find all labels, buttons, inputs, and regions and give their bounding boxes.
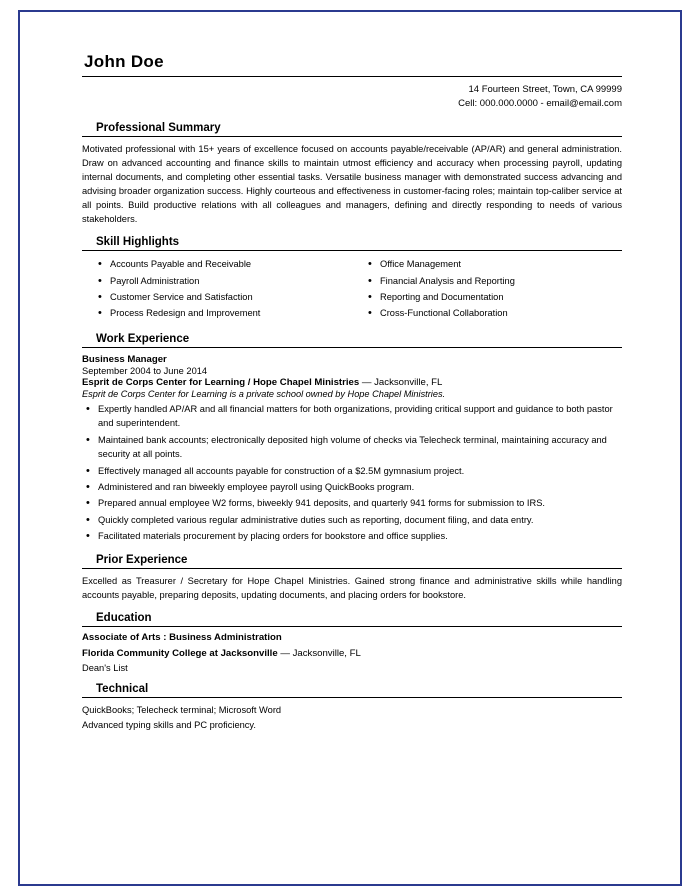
header-divider	[82, 76, 622, 77]
list-item: • Office Management	[352, 257, 622, 271]
header-block	[82, 52, 622, 112]
education-honors: Dean's List	[82, 662, 128, 673]
section-title-prior: Prior Experience	[96, 553, 188, 566]
technical-line-1: QuickBooks; Telecheck terminal; Microsoft Word	[82, 704, 282, 715]
list-item: • Financial Analysis and Reporting	[352, 274, 622, 288]
section-title-summary: Professional Summary	[96, 121, 221, 134]
contact-block	[82, 83, 622, 112]
list-item: • Effectively managed all accounts payable for construction of a $2.5M gymnasium project.	[82, 464, 622, 478]
list-item: • Maintained bank accounts; electronically deposited high volume of checks via Telecheck terminal, maintaining accuracy and security at all points.	[82, 433, 622, 462]
list-item: • Cross-Functional Collaboration	[352, 306, 622, 320]
list-item: • Customer Service and Satisfaction	[82, 290, 352, 304]
job-bullets-list	[82, 402, 622, 544]
job-note: Esprit de Corps Center for Learning is a private school owned by Hope Chapel Ministries.	[82, 388, 446, 399]
education-degree: Associate of Arts : Business Administration	[82, 631, 282, 643]
skills-column-right	[352, 257, 622, 323]
section-work-experience	[82, 333, 622, 544]
section-technical	[82, 683, 622, 733]
list-item: • Payroll Administration	[82, 274, 352, 288]
list-item: • Expertly handled AP/AR and all financial matters for both organizations, providing critical support and guidance to both pastor and superintendent.	[82, 402, 622, 431]
section-professional-summary	[82, 122, 622, 227]
education-school-location: — Jacksonville, FL	[280, 647, 361, 659]
skills-column-left	[82, 257, 352, 323]
resume-content	[82, 52, 622, 733]
job-dates: September 2004 to June 2014	[82, 365, 208, 376]
job-organization	[82, 376, 622, 388]
list-item: • Facilitated materials procurement by placing orders for bookstore and office supplies.	[82, 529, 622, 543]
list-item: • Accounts Payable and Receivable	[82, 257, 352, 271]
list-item: • Administered and ran biweekly employee payroll using QuickBooks program.	[82, 480, 622, 494]
technical-line-2: Advanced typing skills and PC proficiency.	[82, 719, 256, 730]
skills-list-left	[82, 257, 352, 321]
list-item: • Quickly completed various regular administrative duties such as reporting, document filing, and data entry.	[82, 513, 622, 527]
list-item: • Prepared annual employee W2 forms, biweekly 941 deposits, and quarterly 941 forms for submission to IRS.	[82, 496, 622, 510]
section-title-technical: Technical	[96, 682, 149, 695]
section-title-education: Education	[96, 611, 152, 624]
skills-list-right	[352, 257, 622, 321]
job-location: — Jacksonville, FL	[361, 376, 443, 388]
section-education	[82, 612, 622, 673]
skills-columns	[82, 251, 622, 323]
candidate-name: John Doe	[84, 52, 164, 71]
contact-phone-email: Cell: 000.000.0000 - email@email.com	[458, 98, 622, 110]
section-title-work: Work Experience	[96, 332, 190, 345]
job-title: Business Manager	[82, 353, 167, 365]
section-prior-experience	[82, 554, 622, 602]
list-item: • Process Redesign and Improvement	[82, 306, 352, 320]
document-border-frame	[18, 10, 682, 886]
contact-address: 14 Fourteen Street, Town, CA 99999	[468, 84, 622, 95]
list-item: • Reporting and Documentation	[352, 290, 622, 304]
job-organization-name: Esprit de Corps Center for Learning / Hope Chapel Ministries	[82, 376, 360, 388]
section-skill-highlights	[82, 236, 622, 323]
resume-page	[42, 26, 658, 870]
education-school-name: Florida Community College at Jacksonville	[82, 647, 278, 659]
prior-experience-text: Excelled as Treasurer / Secretary for Hope Chapel Ministries. Gained strong finance and administrative skills while handling accounts payable, preparing deposits, updating documents, and placing orders for bookstore.	[82, 575, 622, 600]
education-school	[82, 643, 622, 659]
section-title-skills: Skill Highlights	[96, 236, 180, 249]
summary-text: Motivated professional with 15+ years of excellence focused on accounts payable/receivable (AP/AR) and general administration. Draw on advanced accounting and finance skills to maintain utmost efficiency and accuracy when processing payroll, updating internal documents, and completing other essential tasks. Versatile business manager with demonstrated success advancing and advising broader organization success. Highly courteous and effectiveness in customer-facing roles; maintain top-caliber service at all points. Build productive relations with all colleagues and managers, defining and directly responding to needs of various stakeholders.	[82, 143, 622, 225]
